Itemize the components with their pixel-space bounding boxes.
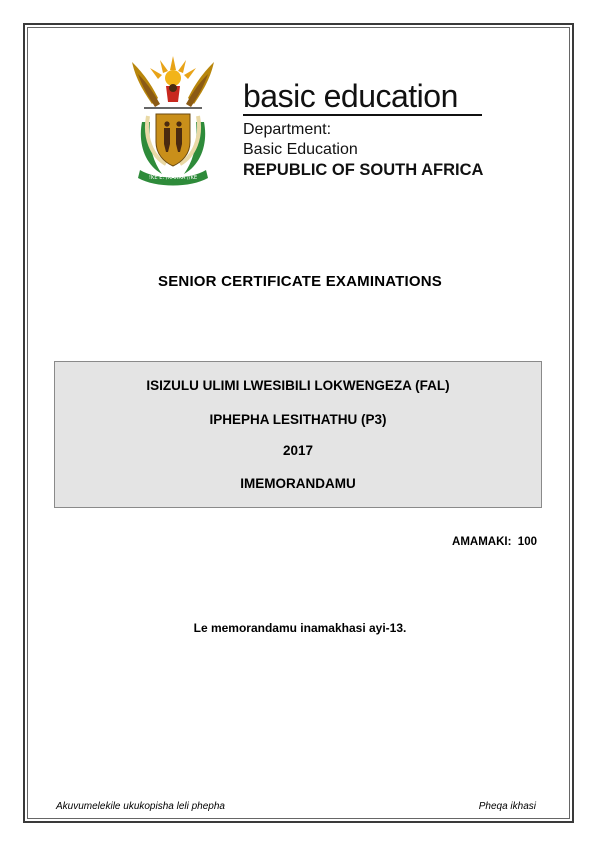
dept-line-1: Department: — [243, 121, 332, 138]
total-marks: AMAMAKI: 100 — [452, 536, 537, 548]
subject-line: ISIZULU ULIMI LWESIBILI LOKWENGEZA (FAL) — [146, 378, 450, 393]
brand-underline — [243, 114, 482, 116]
coat-motto-text: !KE E: /XARRA //KE — [148, 175, 198, 181]
footer-copyright: Akuvumelekile ukukopisha leli phepha — [56, 801, 225, 812]
department-block — [243, 120, 483, 180]
brand-heading — [243, 78, 458, 114]
page-count-note: Le memorandamu inamakhasi ayi-13. — [193, 621, 407, 635]
subject-box — [54, 361, 542, 508]
exam-title: SENIOR CERTIFICATE EXAMINATIONS — [158, 273, 442, 290]
coat-of-arms-logo — [122, 52, 224, 188]
dept-line-2: Basic Education — [243, 141, 358, 158]
brand-title: basic education — [243, 78, 458, 114]
year-line: 2017 — [282, 443, 314, 458]
footer-turn-page: Pheqa ikhasi — [478, 801, 536, 812]
paper-line: IPHEPHA LESITHATHU (P3) — [209, 412, 387, 427]
dept-line-3: REPUBLIC OF SOUTH AFRICA — [243, 161, 484, 179]
doc-type-line: IMEMORANDAMU — [240, 476, 356, 491]
